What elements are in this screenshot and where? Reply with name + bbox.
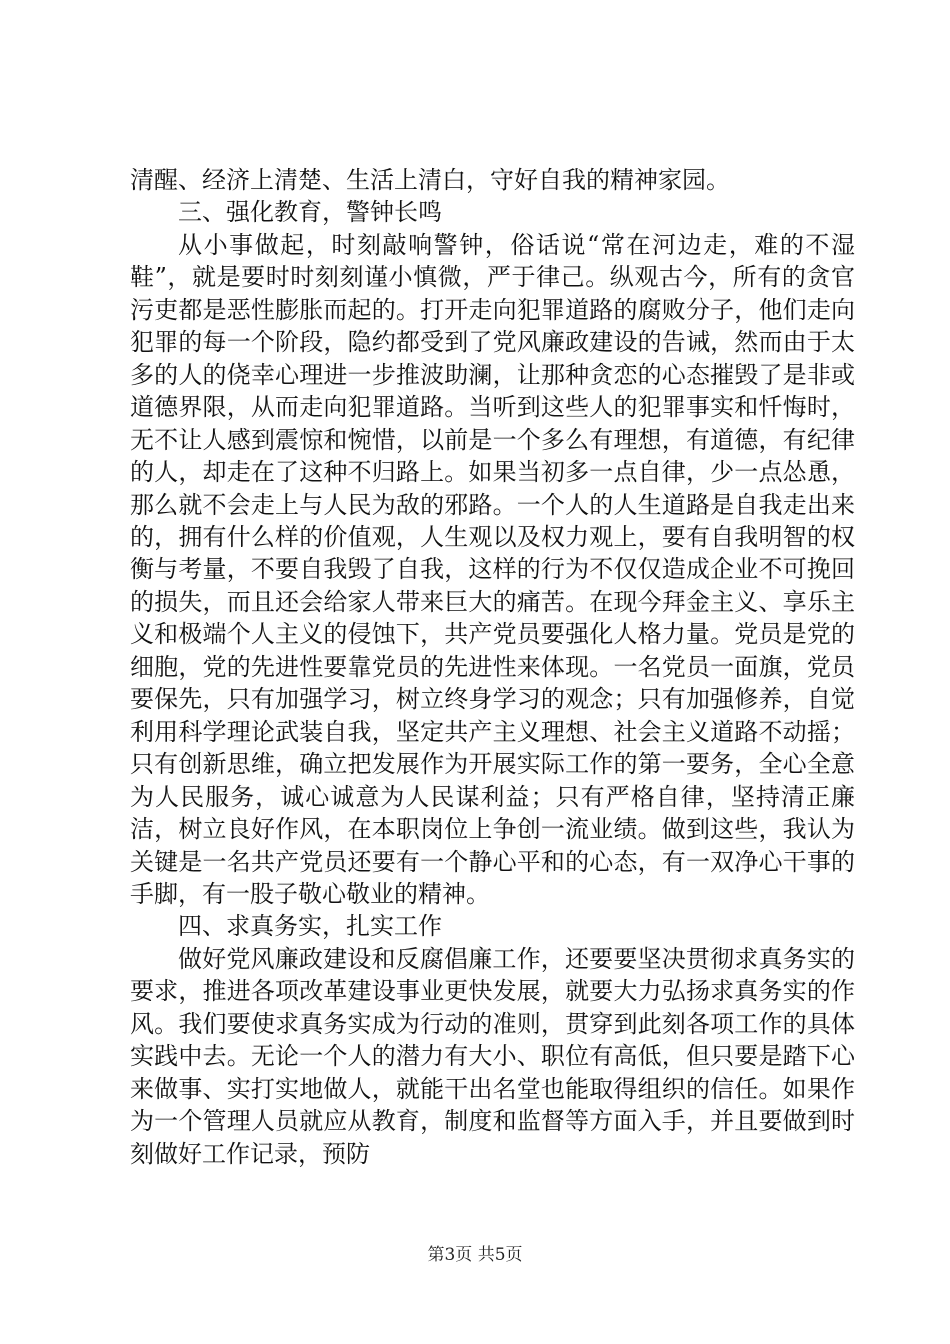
paragraph-education: 从小事做起，时刻敲响警钟，俗话说“常在河边走，难的不湿鞋”，就是要时时刻刻谨小慎微，严于律己。纵观古今，所有的贪官污吏都是恶性膨胀而起的。打开走向犯罪道路的腐败分子，他们走向犯罪的每一个阶段，隐约都受到了党风廉政建设的告诫，然而由于太多的人的侥幸心理进一步推波助澜，让那种贪恋的心态摧毁了是非或道德界限，从而走向犯罪道路。当听到这些人的犯罪事实和忏悔时，无不让人感到震惊和惋惜，以前是一个多么有理想，有道德，有纪律的人，却走在了这种不归路上。如果当初多一点自律，少一点怂恿，那么就不会走上与人民为敌的邪路。一个人的人生道路是自我走出来的，拥有什么样的价值观，人生观以及权力观上，要有自我明智的权衡与考量，不要自我毁了自我，这样的行为不仅仅造成企业不可挽回的损失，而且还会给家人带来巨大的痛苦。在现今拜金主义、享乐主义和极端个人主义的侵蚀下，共产党员要强化人格力量。党员是党的细胞，党的先进性要靠党员的先进性来体现。一名党员一面旗，党员要保先，只有加强学习，树立终身学习的观念；只有加强修养，自觉利用科学理论武装自我，坚定共产主义理想、社会主义道路不动摇；只有创新思维，确立把发展作为开展实际工作的第一要务，全心全意为人民服务，诚心诚意为人民谋利益；只有严格自律，坚持清正廉洁，树立良好作风，在本职岗位上争创一流业绩。做到这些，我认为关键是一名共产党员还要有一个静心平和的心态，有一双净心干事的手脚，有一股子敬心敬业的精神。 <box>130 230 855 908</box>
body-text <box>130 164 855 1170</box>
paragraph-practical-work: 做好党风廉政建设和反腐倡廉工作，还要要坚决贯彻求真务实的要求，推进各项改革建设事业更快发展，就要大力弘扬求真务实的作风。我们要使求真务实成为行动的准则，贯穿到此刻各项工作的具体实践中去。无论一个人的潜力有大小、职位有高低，但只要是踏下心来做事、实打实地做人，就能干出名堂也能取得组织的信任。如果作为一个管理人员就应从教育，制度和监督等方面入手，并且要做到时刻做好工作记录，预防 <box>130 944 855 1168</box>
section-heading-4: 四、求真务实，扎实工作 <box>178 912 442 941</box>
paragraph-continuation: 清醒、经济上清楚、生活上清白，守好自我的精神家园。 <box>130 166 730 194</box>
section-heading-3: 三、强化教育，警钟长鸣 <box>178 198 442 227</box>
page-footer: 第3页 共5页 <box>427 1245 523 1265</box>
